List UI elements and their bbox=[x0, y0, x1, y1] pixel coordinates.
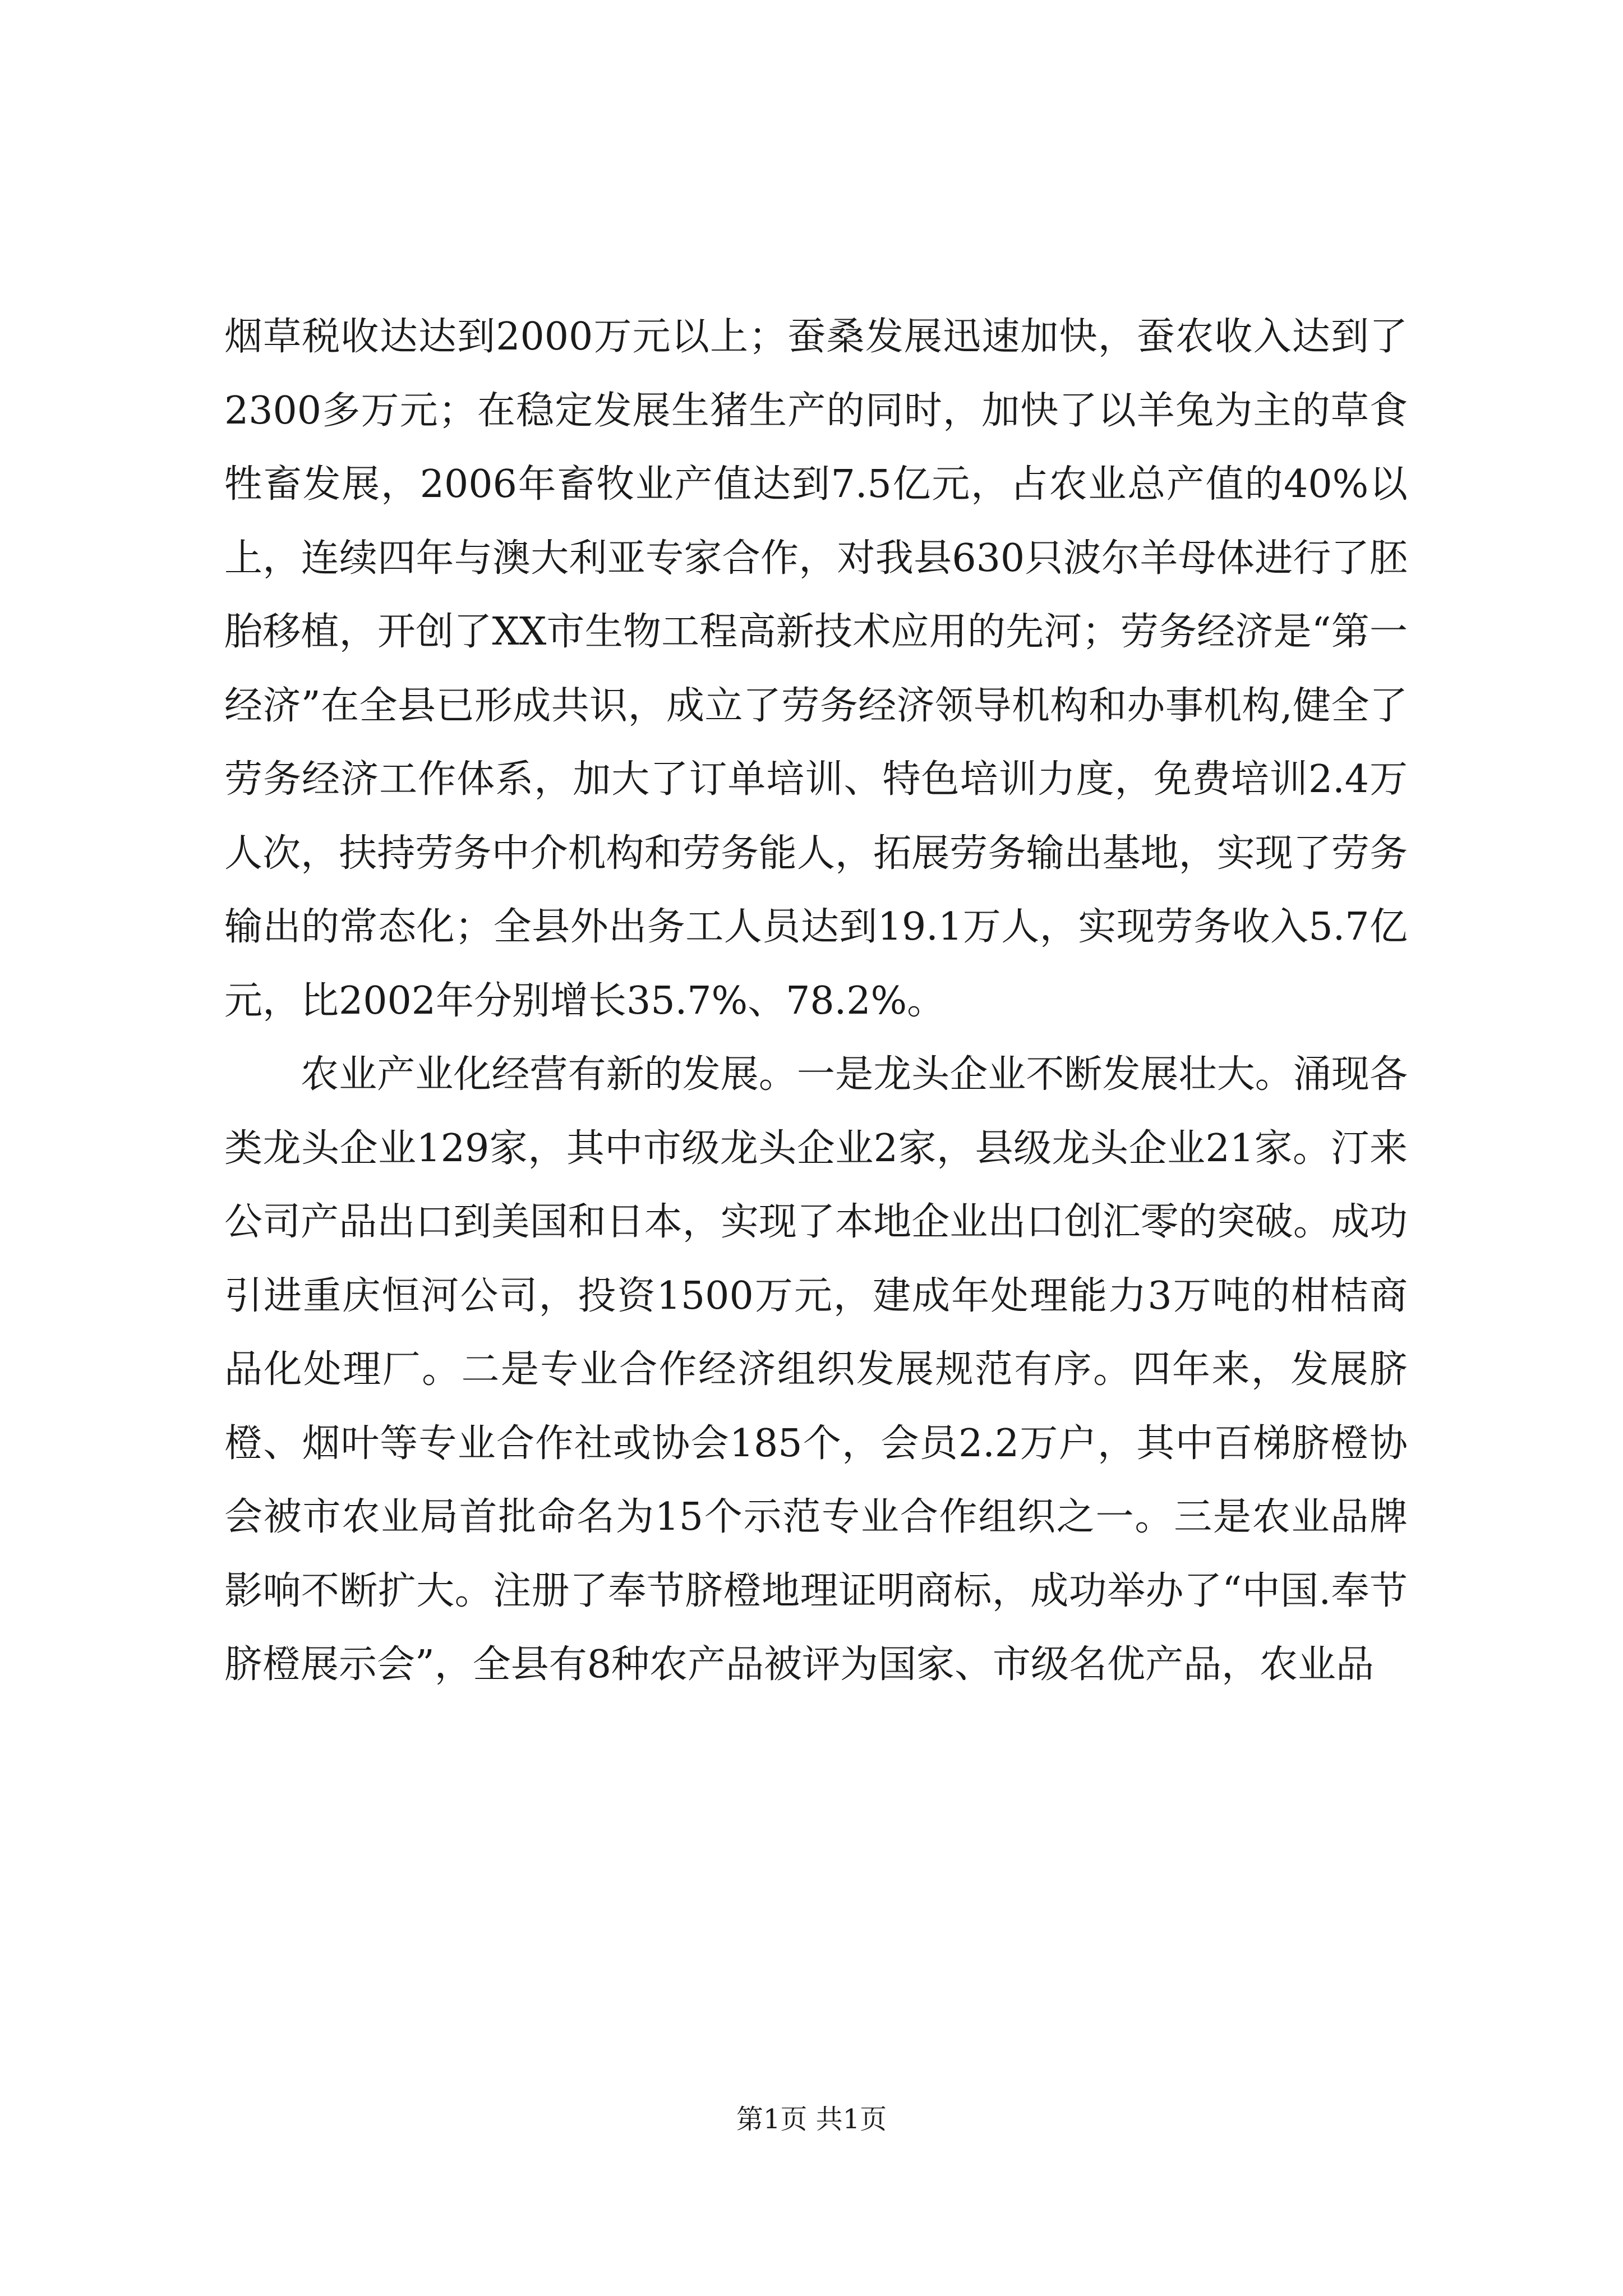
page-footer: 第1页 共1页 bbox=[736, 2104, 887, 2135]
document-body bbox=[224, 300, 1408, 1702]
paragraph-1: 烟草税收达达到2000万元以上；蚕桑发展迅速加快，蚕农收入达到了2300多万元；在稳定发展生猪生产的同时，加快了以羊兔为主的草食牲畜发展，2006年畜牧业产值达到7.5亿元，占农业总产值的40%以上，连续四年与澳大利亚专家合作，对我县630只波尔羊母体进行了胚胎移植，开创了XX市生物工程高新技术应用的先河；劳务经济是“第一经济”在全县已形成共识，成立了劳务经济领导机构和办事机构,健全了劳务经济工作体系，加大了订单培训、特色培训力度，免费培训2.4万人次，扶持劳务中介机构和劳务能人，拓展劳务输出基地，实现了劳务输出的常态化；全县外出务工人员达到19.1万人，实现劳务收入5.7亿元，比2002年分别增长35.7%、78.2%。 bbox=[224, 315, 1408, 1023]
paragraph-2: 农业产业化经营有新的发展。一是龙头企业不断发展壮大。涌现各类龙头企业129家，其中市级龙头企业2家，县级龙头企业21家。汀来公司产品出口到美国和日本，实现了本地企业出口创汇零的突破。成功引进重庆恒河公司，投资1500万元，建成年处理能力3万吨的柑桔商品化处理厂。二是专业合作经济组织发展规范有序。四年来，发展脐橙、烟叶等专业合作社或协会185个，会员2.2万户，其中百梯脐橙协会被市农业局首批命名为15个示范专业合作组织之一。三是农业品牌影响不断扩大。注册了奉节脐橙地理证明商标，成功举办了“中国.奉节脐橙展示会”，全县有8种农产品被评为国家、市级名优产品，农业品 bbox=[224, 1052, 1408, 1687]
